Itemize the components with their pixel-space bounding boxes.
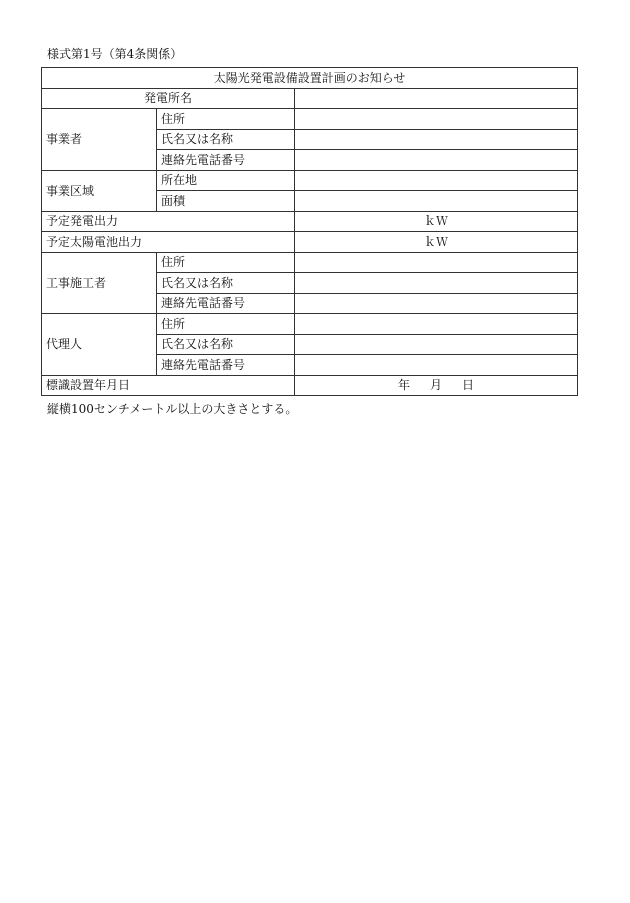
operator-address-label: 住所 xyxy=(157,109,295,130)
plant-name-value xyxy=(295,88,578,109)
date-month: 月 xyxy=(430,378,443,393)
agent-name-value xyxy=(295,334,578,355)
operator-phone-value xyxy=(295,150,578,171)
table-title-row xyxy=(42,68,578,89)
contractor-name-label: 氏名又は名称 xyxy=(157,273,295,294)
location-value xyxy=(295,170,578,191)
business-area-label: 事業区域 xyxy=(42,170,157,211)
size-footnote: 縦横100センチメートル以上の大きさとする。 xyxy=(47,402,298,416)
location-label: 所在地 xyxy=(157,170,295,191)
planned-panel-output-unit: ｋＷ xyxy=(295,232,578,253)
operator-label: 事業者 xyxy=(42,109,157,171)
agent-label: 代理人 xyxy=(42,314,157,376)
planned-panel-output-row xyxy=(42,232,578,253)
agent-address-row xyxy=(42,314,578,335)
form-number-label: 様式第1号（第4条関係） xyxy=(47,47,183,61)
agent-name-label: 氏名又は名称 xyxy=(157,334,295,355)
plant-name-row xyxy=(42,88,578,109)
contractor-label: 工事施工者 xyxy=(42,252,157,314)
planned-panel-output-label: 予定太陽電池出力 xyxy=(42,232,295,253)
notice-title: 太陽光発電設備設置計画のお知らせ xyxy=(42,68,578,89)
sign-date-value xyxy=(295,375,578,396)
contractor-address-value xyxy=(295,252,578,273)
plant-name-label: 発電所名 xyxy=(42,88,295,109)
sign-date-label: 標識設置年月日 xyxy=(42,375,295,396)
date-year: 年 xyxy=(397,378,410,393)
notice-table xyxy=(41,67,578,396)
operator-name-label: 氏名又は名称 xyxy=(157,129,295,150)
contractor-phone-value xyxy=(295,293,578,314)
sign-date-row xyxy=(42,375,578,396)
agent-address-label: 住所 xyxy=(157,314,295,335)
area-size-label: 面積 xyxy=(157,191,295,212)
contractor-phone-label: 連絡先電話番号 xyxy=(157,293,295,314)
agent-address-value xyxy=(295,314,578,335)
area-size-value xyxy=(295,191,578,212)
operator-phone-label: 連絡先電話番号 xyxy=(157,150,295,171)
date-day: 日 xyxy=(462,378,475,393)
operator-address-row xyxy=(42,109,578,130)
area-location-row xyxy=(42,170,578,191)
planned-output-row xyxy=(42,211,578,232)
contractor-address-label: 住所 xyxy=(157,252,295,273)
planned-output-label: 予定発電出力 xyxy=(42,211,295,232)
contractor-name-value xyxy=(295,273,578,294)
operator-name-value xyxy=(295,129,578,150)
planned-output-unit: ｋＷ xyxy=(295,211,578,232)
agent-phone-value xyxy=(295,355,578,376)
operator-address-value xyxy=(295,109,578,130)
agent-phone-label: 連絡先電話番号 xyxy=(157,355,295,376)
contractor-address-row xyxy=(42,252,578,273)
